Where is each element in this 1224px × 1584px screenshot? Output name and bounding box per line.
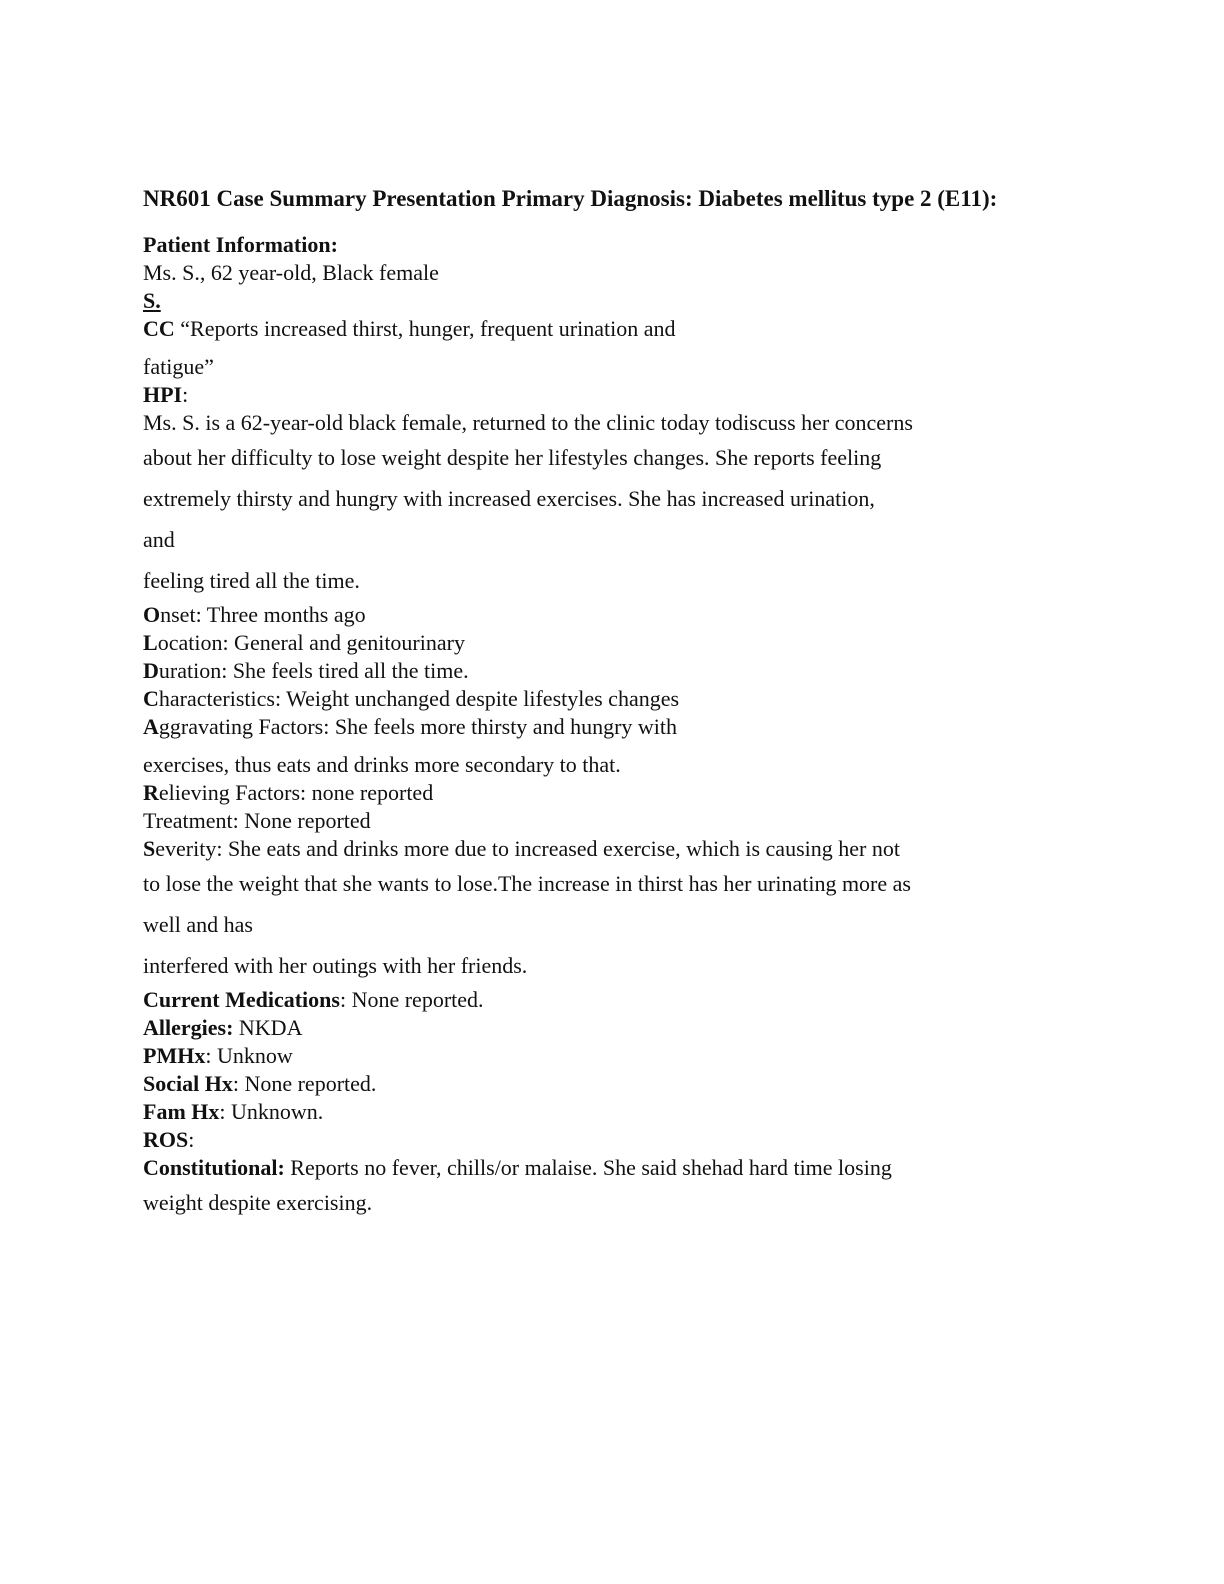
allergies-label: Allergies: — [143, 1015, 234, 1040]
onset-text: nset: Three months ago — [160, 602, 366, 627]
allergies-text: NKDA — [233, 1015, 303, 1040]
hpi-line: extremely thirsty and hungry with increased exercises. She has increased urination, — [143, 486, 875, 511]
relieving-line — [143, 779, 1083, 807]
onset-initial: O — [143, 602, 161, 627]
characteristics-line — [143, 685, 1083, 713]
ros-heading — [143, 1126, 1083, 1154]
family-history-text: : Unknown. — [219, 1099, 324, 1124]
characteristics-text: haracteristics: Weight unchanged despite lifestyles changes — [158, 686, 680, 711]
hpi-line: Ms. S. is a 62-year-old black female, returned to the clinic today todiscuss her concerns — [143, 410, 913, 435]
social-history-line — [143, 1070, 1083, 1098]
severity-line — [143, 835, 1083, 863]
hpi-line: and — [143, 527, 175, 552]
hpi-line: about her difficulty to lose weight despite her lifestyles changes. She reports feeling — [143, 445, 882, 470]
hpi-colon: : — [182, 382, 189, 407]
severity-continued: well and has — [143, 912, 253, 937]
location-text: ocation: General and genitourinary — [157, 630, 465, 655]
family-history-label: Fam Hx — [143, 1099, 220, 1124]
social-history-text: : None reported. — [232, 1071, 377, 1096]
severity-continued: to lose the weight that she wants to lose.The increase in thirst has her urinating more as — [143, 871, 911, 896]
chief-complaint — [143, 315, 1083, 343]
patient-info: Ms. S., 62 year-old, Black female — [143, 260, 439, 285]
pmhx-label: PMHx — [143, 1043, 206, 1068]
duration-line — [143, 657, 1083, 685]
onset-line — [143, 601, 1083, 629]
patient-info-heading: Patient Information: — [143, 232, 338, 257]
current-medications-text: : None reported. — [339, 987, 484, 1012]
family-history-line — [143, 1098, 1083, 1126]
allergies-line — [143, 1014, 1083, 1042]
severity-text: everity: She eats and drinks more due to increased exercise, which is causing her not — [155, 836, 900, 861]
treatment-line: Treatment: None reported — [143, 808, 371, 833]
relieving-text: elieving Factors: none reported — [158, 780, 434, 805]
aggravating-line — [143, 713, 1083, 741]
hpi-label: HPI — [143, 382, 183, 407]
cc-text-continued: fatigue” — [143, 354, 214, 379]
constitutional-line — [143, 1154, 1083, 1182]
social-history-label: Social Hx — [143, 1071, 233, 1096]
cc-label: CC — [143, 316, 175, 341]
constitutional-continued: weight despite exercising. — [143, 1190, 373, 1215]
duration-initial: D — [143, 658, 159, 683]
aggravating-text: ggravating Factors: She feels more thirsty and hungry with — [158, 714, 678, 739]
aggravating-initial: A — [143, 714, 159, 739]
duration-text: uration: She feels tired all the time. — [158, 658, 469, 683]
constitutional-text: Reports no fever, chills/or malaise. She said shehad hard time losing — [284, 1155, 892, 1180]
current-medications-line — [143, 986, 1083, 1014]
severity-continued: interfered with her outings with her friends. — [143, 953, 528, 978]
ros-colon: : — [188, 1127, 195, 1152]
hpi-line: feeling tired all the time. — [143, 568, 360, 593]
location-initial: L — [143, 630, 158, 655]
current-medications-label: Current Medications — [143, 987, 340, 1012]
ros-label: ROS — [143, 1127, 189, 1152]
document-page — [143, 185, 1083, 1223]
cc-text: “Reports increased thirst, hunger, frequent urination and — [174, 316, 676, 341]
pmhx-text: : Unknow — [205, 1043, 293, 1068]
severity-initial: S — [143, 836, 156, 861]
relieving-initial: R — [143, 780, 159, 805]
document-title: NR601 Case Summary Presentation Primary Diagnosis: Diabetes mellitus type 2 (E11): — [143, 186, 998, 211]
pmhx-line — [143, 1042, 1083, 1070]
location-line — [143, 629, 1083, 657]
subjective-heading: S. — [143, 288, 161, 313]
constitutional-label: Constitutional: — [143, 1155, 285, 1180]
hpi-heading — [143, 381, 1083, 409]
aggravating-continued: exercises, thus eats and drinks more secondary to that. — [143, 752, 621, 777]
characteristics-initial: C — [143, 686, 159, 711]
